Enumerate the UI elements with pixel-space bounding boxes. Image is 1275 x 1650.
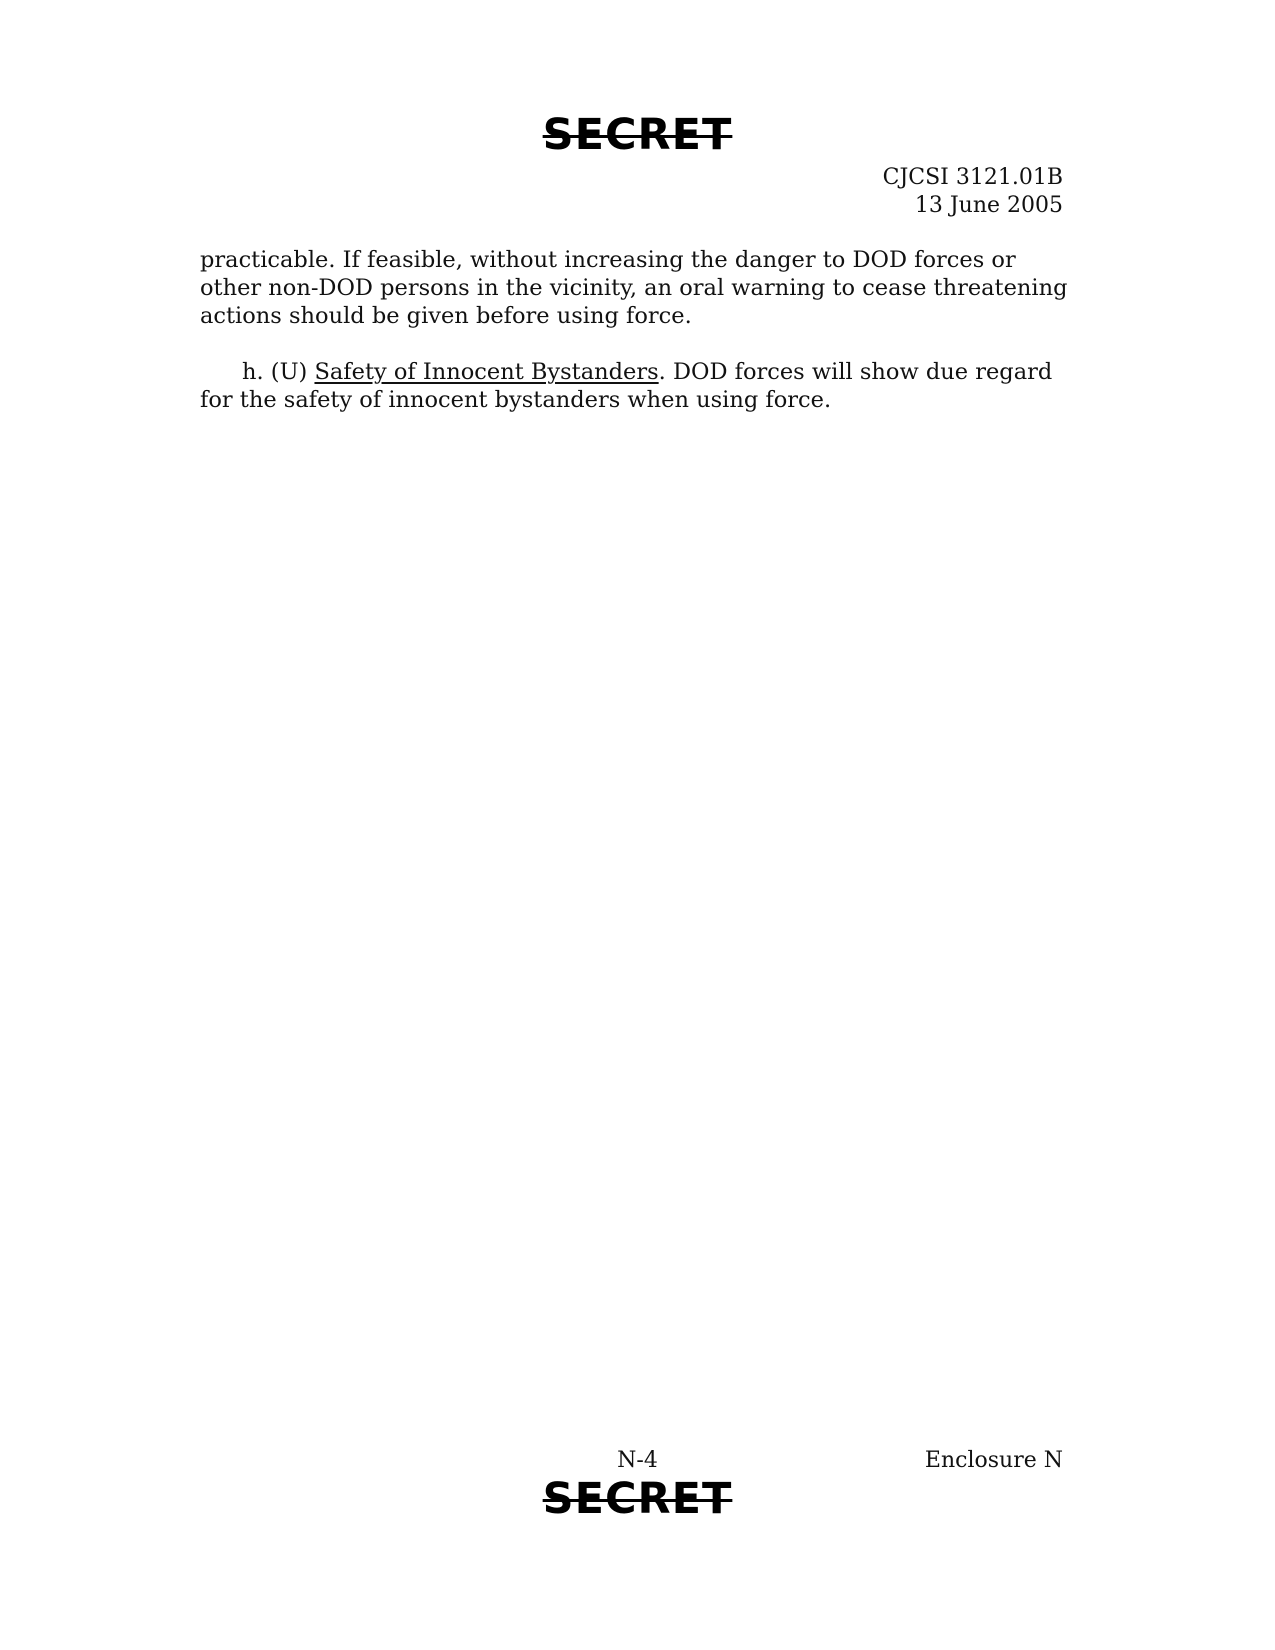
paragraph-h-text: . DOD forces will show due regard for the safety of innocent bystanders when using force. <box>200 359 1053 413</box>
enclosure-label: Enclosure N <box>924 1448 1063 1473</box>
paragraph-continuation: practicable. If feasible, without increasing the danger to DOD forces or other non-DOD persons in the vicinity, an oral warning to cease threatening actions should be given before using force. <box>200 247 1068 329</box>
top-classification-marking: SECRET <box>542 110 733 160</box>
paragraph-h-prefix: h. (U) <box>242 359 315 385</box>
document-number: CJCSI 3121.01B <box>882 165 1063 190</box>
bottom-classification-marking: SECRET <box>542 1474 733 1524</box>
document-body <box>200 246 1070 442</box>
paragraph-h <box>200 358 1070 414</box>
paragraph-h-heading: Safety of Innocent Bystanders <box>314 359 659 385</box>
page-number: N-4 <box>617 1448 658 1473</box>
document-metadata <box>883 164 1063 220</box>
document-date: 13 June 2005 <box>914 193 1063 218</box>
